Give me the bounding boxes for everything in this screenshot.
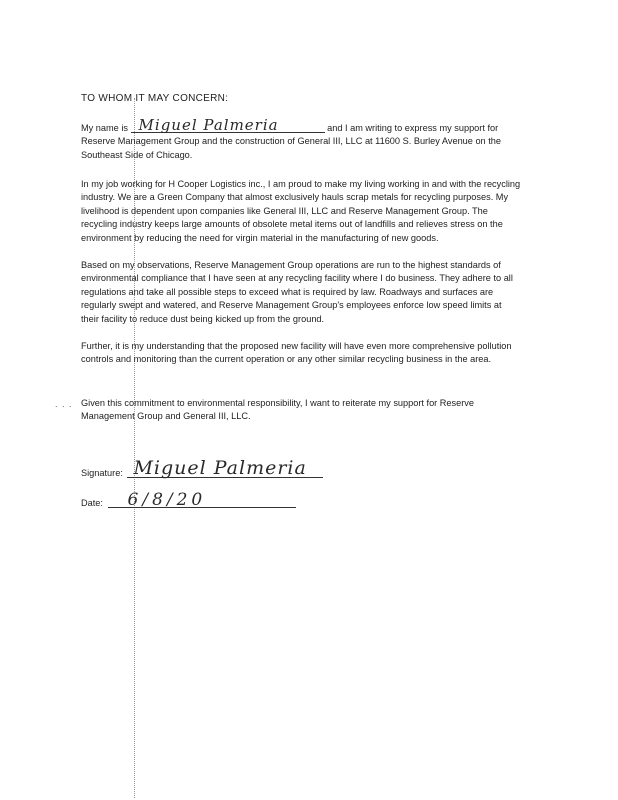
handwritten-date: 6/8/20	[127, 490, 207, 510]
paragraph-further: Further, it is my understanding that the proposed new facility will have even more comprehensive pollution controls and monitoring than the current operation or any other similar recycling business in the area.	[81, 341, 512, 365]
paragraph-observations: Based on my observations, Reserve Management Group operations are run to the highest standards of environmental compliance that I have seen at any recycling facility where I do business. They adhere to all regulations and take all possible steps to exceed what is required by law. Roadways and surfaces are regularly swept and watered, and Reserve Management Group's employees enforce low speed limits at their facility to reduce dust being kicked up from the ground.	[81, 260, 513, 324]
date-line	[108, 490, 296, 510]
handwritten-signature: Miguel Palmeria	[133, 457, 307, 479]
date-row	[81, 490, 296, 510]
signature-label: Signature:	[81, 468, 123, 478]
date-label: Date:	[81, 498, 103, 508]
intro-paragraph	[81, 115, 521, 162]
margin-mark: . . .	[55, 399, 73, 409]
signature-row	[81, 457, 323, 479]
handwritten-name: Miguel Palmeria	[138, 115, 279, 134]
salutation: TO WHOM IT MAY CONCERN:	[81, 93, 229, 104]
name-blank-line	[131, 115, 325, 134]
intro-suffix: and I am writing to express my support for Reserve Management Group and the construction of General III, LLC at 11600 S. Burley Avenue on the Southeast Side of Chicago.	[81, 123, 501, 160]
paragraph-commitment: Given this commitment to environmental responsibility, I want to reiterate my support for Reserve Management Group and General III, LLC.	[81, 398, 475, 422]
intro-prefix: My name is	[81, 123, 128, 133]
signature-line	[127, 457, 323, 479]
paragraph-job: In my job working for H Cooper Logistics inc., I am proud to make my living working in and with the recycling industry. We are a Green Company that almost exclusively hauls scrap metals for recycling purposes. My livelihood is dependent upon companies like General III, LLC and Reserve Management Group. The recycling industry keeps large amounts of obsolete metal items out of landfills and relieves stress on the environment by reducing the need for virgin material in the manufacturing of new goods.	[81, 179, 521, 243]
